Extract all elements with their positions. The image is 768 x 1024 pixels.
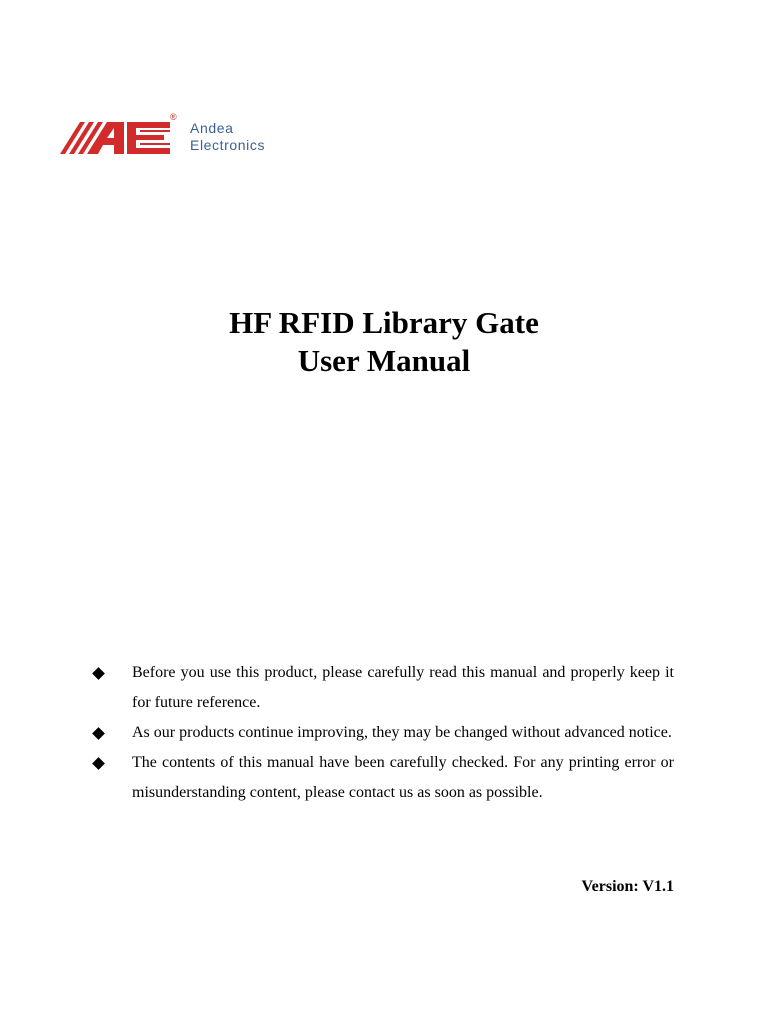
notice-item — [92, 718, 674, 748]
title-line1: HF RFID Library Gate — [229, 305, 539, 340]
registered-mark: ® — [170, 112, 177, 122]
title-line2: User Manual — [297, 343, 471, 378]
notice-item — [92, 748, 674, 808]
diamond-bullet-icon — [92, 757, 105, 770]
andea-logo-mark-icon — [60, 120, 178, 154]
andea-logo — [60, 110, 300, 160]
document-title — [0, 304, 768, 380]
diamond-bullet-icon — [92, 727, 105, 740]
logo-brand-name — [190, 120, 265, 154]
notice-text: As our products continue improving, they may be changed without advanced notice. — [132, 724, 672, 741]
notice-text: The contents of this manual have been carefully checked. For any printing error or misunderstanding content, please contact us as soon as possible. — [132, 754, 674, 801]
diamond-bullet-icon — [92, 667, 105, 680]
notice-list — [92, 658, 674, 808]
logo-brand-line2: Electronics — [190, 137, 266, 153]
logo-brand-line1: Andea — [190, 120, 234, 136]
version-label: Version: V1.1 — [581, 878, 674, 895]
notice-text: Before you use this product, please carefully read this manual and properly keep it for future reference. — [132, 664, 674, 711]
notice-item — [92, 658, 674, 718]
